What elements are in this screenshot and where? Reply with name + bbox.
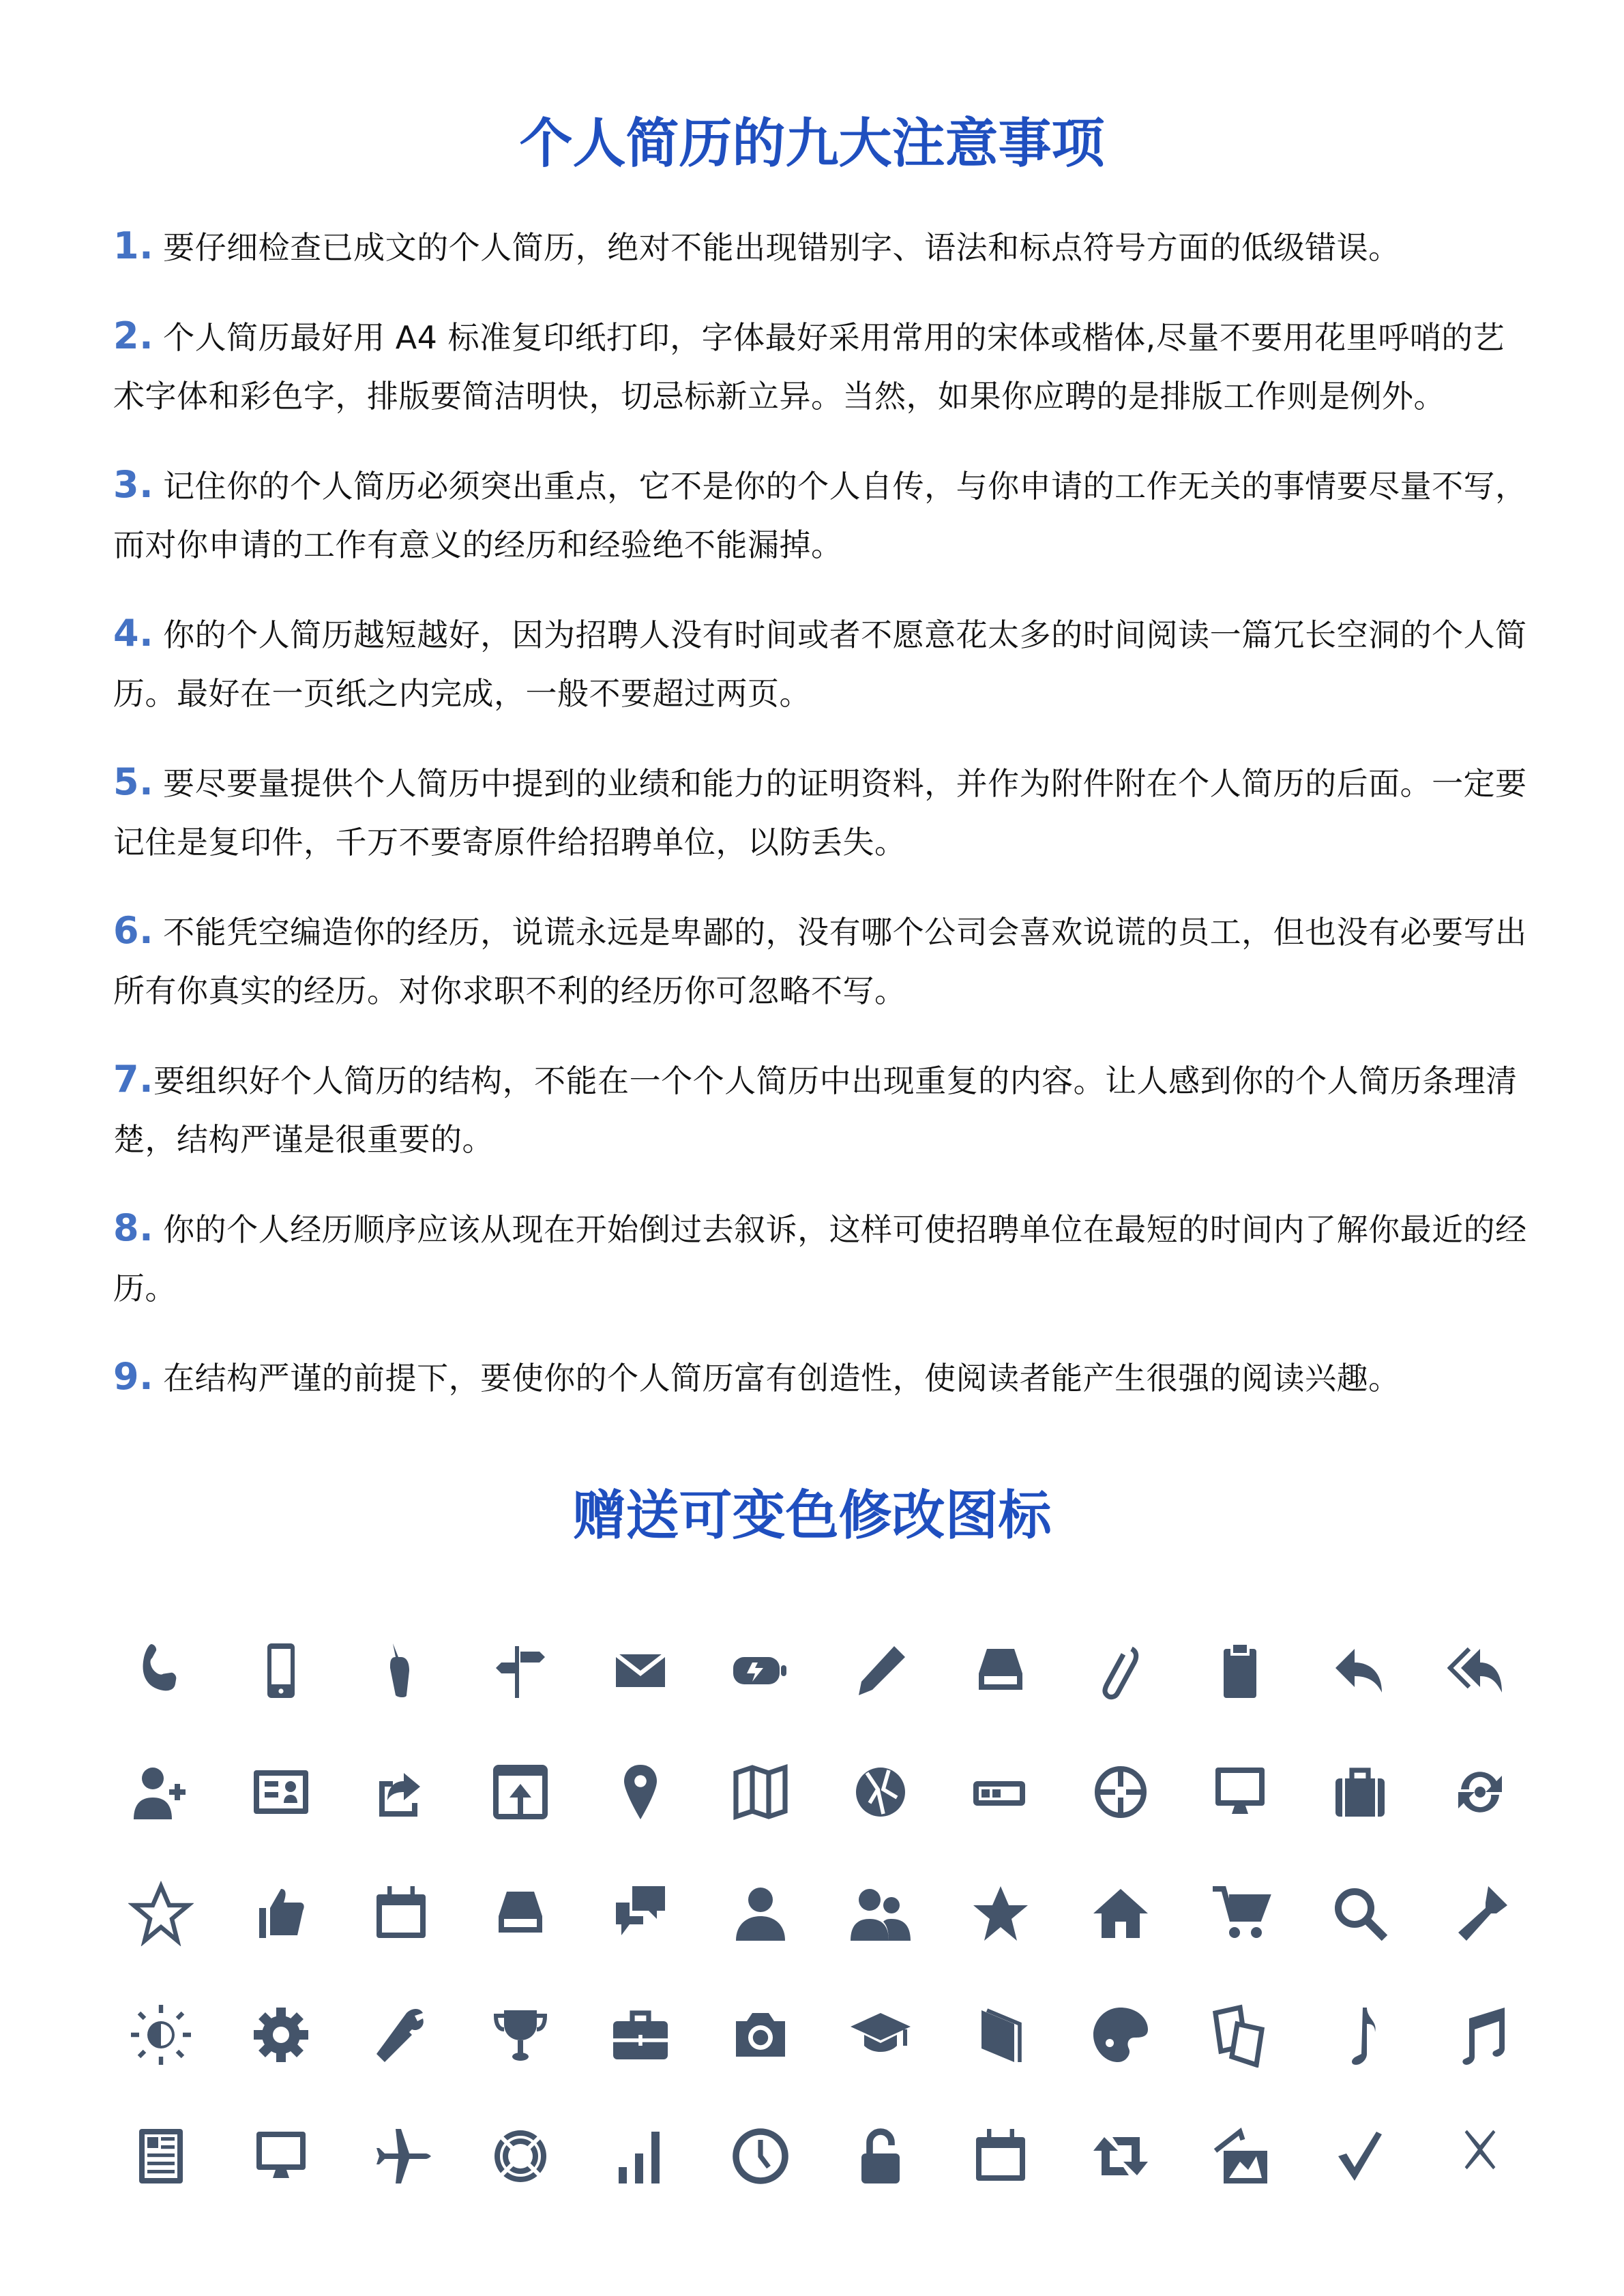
item-text: 记住你的个人简历必须突出重点，它不是你的个人自传，与你申请的工作无关的事情要尽量不写，而对你申请的工作有意义的经历和经验绝不能漏掉。 <box>113 468 1527 563</box>
list-item <box>113 1199 1532 1317</box>
clock-icon <box>700 2122 821 2190</box>
add-user-icon <box>101 1758 221 1826</box>
monitor-icon <box>221 2122 341 2190</box>
palette-icon <box>1061 2001 1181 2069</box>
airplane-icon <box>341 2122 461 2190</box>
mobile-icon <box>221 1637 341 1705</box>
item-text: 在结构严谨的前提下，要使你的个人简历富有创造性，使阅读者能产生很强的阅读兴趣。 <box>163 1360 1400 1397</box>
item-number: 3. <box>113 463 154 506</box>
crosshair-icon <box>1061 1758 1181 1826</box>
item-text: 个人简历最好用 A4 标准复印纸打印，字体最好采用常用的宋体或楷体,尽量不要用花里呼哨的艺术字体和彩色字，排版要简洁明快，切忌标新立异。当然，如果你应聘的是排版工作则是例外。 <box>113 319 1505 415</box>
battery-icon <box>941 1758 1061 1826</box>
item-number: 2. <box>113 314 154 357</box>
paperclip-icon <box>1061 1637 1181 1705</box>
user-icon <box>700 1879 821 1948</box>
tips-list <box>113 217 1532 1437</box>
brightness-icon <box>101 2001 221 2069</box>
tools-icon <box>341 2001 461 2069</box>
cart-icon <box>1180 1879 1300 1948</box>
page-title: 个人简历的九大注意事项 <box>519 113 1105 175</box>
list-item <box>113 307 1532 426</box>
star-outline-icon <box>101 1879 221 1948</box>
list-item <box>113 901 1532 1020</box>
clipboard-icon <box>1180 1637 1300 1705</box>
users-icon <box>821 1879 941 1948</box>
photos-icon <box>1180 2001 1300 2069</box>
walkie-talkie-icon <box>341 1637 461 1705</box>
book-icon <box>941 2001 1061 2069</box>
bar-chart-icon <box>580 2122 700 2190</box>
chat-icon <box>580 1879 700 1948</box>
mail-icon <box>580 1637 700 1705</box>
search-icon <box>1300 1879 1420 1948</box>
list-item <box>113 456 1532 574</box>
list-item <box>113 753 1532 871</box>
camera-icon <box>700 2001 821 2069</box>
upload-icon <box>460 1758 580 1826</box>
icons-section-title: 赠送可变色修改图标 <box>572 1485 1052 1547</box>
item-number: 8. <box>113 1206 154 1249</box>
calendar-icon <box>941 2122 1061 2190</box>
item-text: 要仔细检查已成文的个人简历，绝对不能出现错别字、语法和标点符号方面的低级错误。 <box>163 229 1400 266</box>
pencil-icon <box>821 1637 941 1705</box>
reply-all-icon <box>1420 1637 1540 1705</box>
map-pin-icon <box>580 1758 700 1826</box>
item-text: 要尽要量提供个人简历中提到的业绩和能力的证明资料，并作为附件附在个人简历的后面。一定要记住是复印件，千万不要寄原件给招聘单位，以防丢失。 <box>113 765 1527 861</box>
home-icon <box>1061 1879 1181 1948</box>
sync-icon <box>1420 1758 1540 1826</box>
phone-icon <box>101 1637 221 1705</box>
flashlight-icon <box>1420 1879 1540 1948</box>
item-text: 你的个人简历越短越好，因为招聘人没有时间或者不愿意花太多的时间阅读一篇冗长空洞的个人简历。最好在一页纸之内完成，一般不要超过两页。 <box>113 616 1527 712</box>
item-number: 7. <box>113 1058 154 1101</box>
picture-icon <box>1180 2122 1300 2190</box>
briefcase-icon <box>580 2001 700 2069</box>
item-text: 不能凭空编造你的经历，说谎永远是卑鄙的，没有哪个公司会喜欢说谎的员工，但也没有必要写出所有你真实的经历。对你求职不利的经历你可忽略不写。 <box>113 914 1527 1009</box>
item-number: 5. <box>113 760 154 803</box>
item-number: 9. <box>113 1355 154 1398</box>
graduation-cap-icon <box>821 2001 941 2069</box>
trophy-icon <box>460 2001 580 2069</box>
item-text: 你的个人经历顺序应该从现在开始倒过去叙诉，这样可使招聘单位在最短的时间内了解你最近的经历。 <box>113 1211 1527 1307</box>
star-icon <box>941 1879 1061 1948</box>
calendar-icon <box>341 1879 461 1948</box>
inbox-icon <box>460 1879 580 1948</box>
battery-charging-icon <box>700 1637 821 1705</box>
music-note-icon <box>1300 2001 1420 2069</box>
list-item <box>113 1347 1532 1407</box>
inbox-icon <box>941 1637 1061 1705</box>
list-item <box>113 1050 1532 1169</box>
monitor-icon <box>1180 1758 1300 1826</box>
list-item <box>113 604 1532 723</box>
newspaper-icon <box>101 2122 221 2190</box>
list-item <box>113 217 1532 277</box>
thumbs-up-icon <box>221 1879 341 1948</box>
share-icon <box>341 1758 461 1826</box>
item-number: 6. <box>113 909 154 952</box>
signpost-icon <box>460 1637 580 1705</box>
lifebuoy-icon <box>460 2122 580 2190</box>
reply-icon <box>1300 1637 1420 1705</box>
gear-icon <box>221 2001 341 2069</box>
map-icon <box>700 1758 821 1826</box>
item-number: 4. <box>113 612 154 655</box>
check-icon <box>1300 2122 1420 2190</box>
item-number: 1. <box>113 224 154 267</box>
icon-grid <box>101 1637 1540 2190</box>
suitcase-icon <box>1300 1758 1420 1826</box>
item-text: 要组织好个人简历的结构，不能在一个个人简历中出现重复的内容。让人感到你的个人简历条理清楚，结构严谨是很重要的。 <box>113 1062 1518 1158</box>
unlock-icon <box>821 2122 941 2190</box>
close-icon <box>1420 2122 1540 2190</box>
retweet-icon <box>1061 2122 1181 2190</box>
music-notes-icon <box>1420 2001 1540 2069</box>
globe-icon <box>821 1758 941 1826</box>
id-card-icon <box>221 1758 341 1826</box>
